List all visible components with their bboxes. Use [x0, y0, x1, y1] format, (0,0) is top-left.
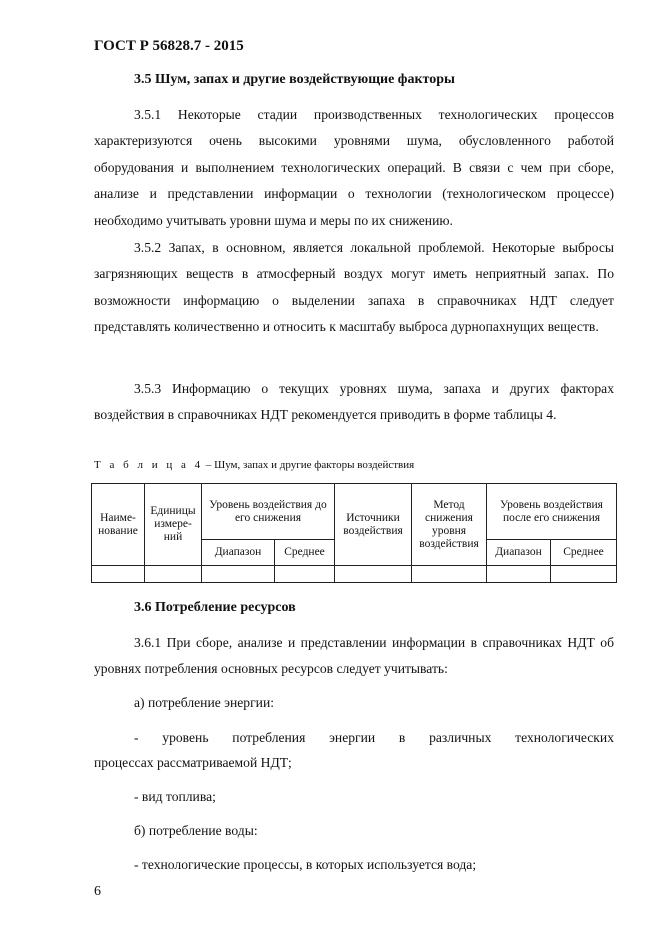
list-item-energy: а) потребление энергии: — [134, 695, 275, 710]
list-item-water-processes: - технологические процессы, в которых используется вода; — [134, 857, 477, 872]
paragraph-3-5-2 — [94, 235, 614, 341]
paragraph-text: 3.5.3 Информацию о текущих уровнях шума, запаха и других факторах воздействия в справочниках НДТ рекомендуется приводить в форме таблицы 4. — [94, 381, 614, 423]
table-caption-label: Т а б л и ц а 4 — [94, 459, 204, 471]
section-heading-3-5: 3.5 Шум, запах и другие воздействующие факторы — [134, 72, 455, 87]
list-item-energy-level-cont: процессах рассматриваемой НДТ; — [94, 755, 292, 770]
paragraph-3-6-1 — [94, 630, 614, 683]
column-header-before-range: Диапазон — [202, 540, 275, 566]
paragraph-text: 3.6.1 При сборе, анализе и представлении информации в справочниках НДТ об уровнях потребления основных ресурсов следует учитывать: — [94, 635, 614, 677]
table-cell — [412, 566, 487, 583]
table-caption — [94, 459, 414, 471]
column-header-after-average: Среднее — [551, 540, 617, 566]
table-cell — [335, 566, 412, 583]
column-header-method: Метод снижения уровня воздействия — [412, 484, 487, 566]
table-cell — [202, 566, 275, 583]
column-header-level-after: Уровень воздействия после его снижения — [487, 484, 617, 540]
table-cell — [275, 566, 335, 583]
paragraph-3-5-1 — [94, 102, 614, 234]
table-cell — [487, 566, 551, 583]
paragraph-3-5-3 — [94, 376, 614, 429]
document-code: ГОСТ Р 56828.7 - 2015 — [94, 38, 244, 54]
column-header-name: Наиме-нование — [92, 484, 145, 566]
list-item-energy-level: - уровень потребления энергии в различных технологических — [134, 730, 614, 745]
section-heading-3-6: 3.6 Потребление ресурсов — [134, 600, 296, 615]
paragraph-text: 3.5.2 Запах, в основном, является локальной проблемой. Некоторые выбросы загрязняющих веществ в атмосферный воздух могут иметь неприятный запах. По возможности информацию о выделении запаха в справочниках НДТ следует представлять количественно и относить к масштабу выброса дурнопахнущих веществ. — [94, 240, 614, 335]
column-header-sources: Источники воздействия — [335, 484, 412, 566]
list-item-fuel-type: - вид топлива; — [134, 789, 216, 804]
column-header-units: Единицы измере-ний — [145, 484, 202, 566]
table-row — [92, 566, 617, 583]
column-header-after-range: Диапазон — [487, 540, 551, 566]
paragraph-text: 3.5.1 Некоторые стадии производственных технологических процессов характеризуются очень высокими уровнями шума, обусловленного работой оборудования и выполнением технологических операций. В связи с чем при сборе, анализе и представлении информации о технологии (технологическом процессе) необходимо учитывать уровни шума и меры по их снижению. — [94, 107, 614, 228]
page-number: 6 — [94, 884, 101, 899]
column-header-before-average: Среднее — [275, 540, 335, 566]
list-item-water: б) потребление воды: — [134, 823, 258, 838]
table-cell — [145, 566, 202, 583]
column-header-level-before: Уровень воздействия до его снижения — [202, 484, 335, 540]
table-caption-text: – Шум, запах и другие факторы воздействия — [203, 459, 415, 471]
table-cell — [551, 566, 617, 583]
table-cell — [92, 566, 145, 583]
table-4 — [91, 483, 617, 583]
